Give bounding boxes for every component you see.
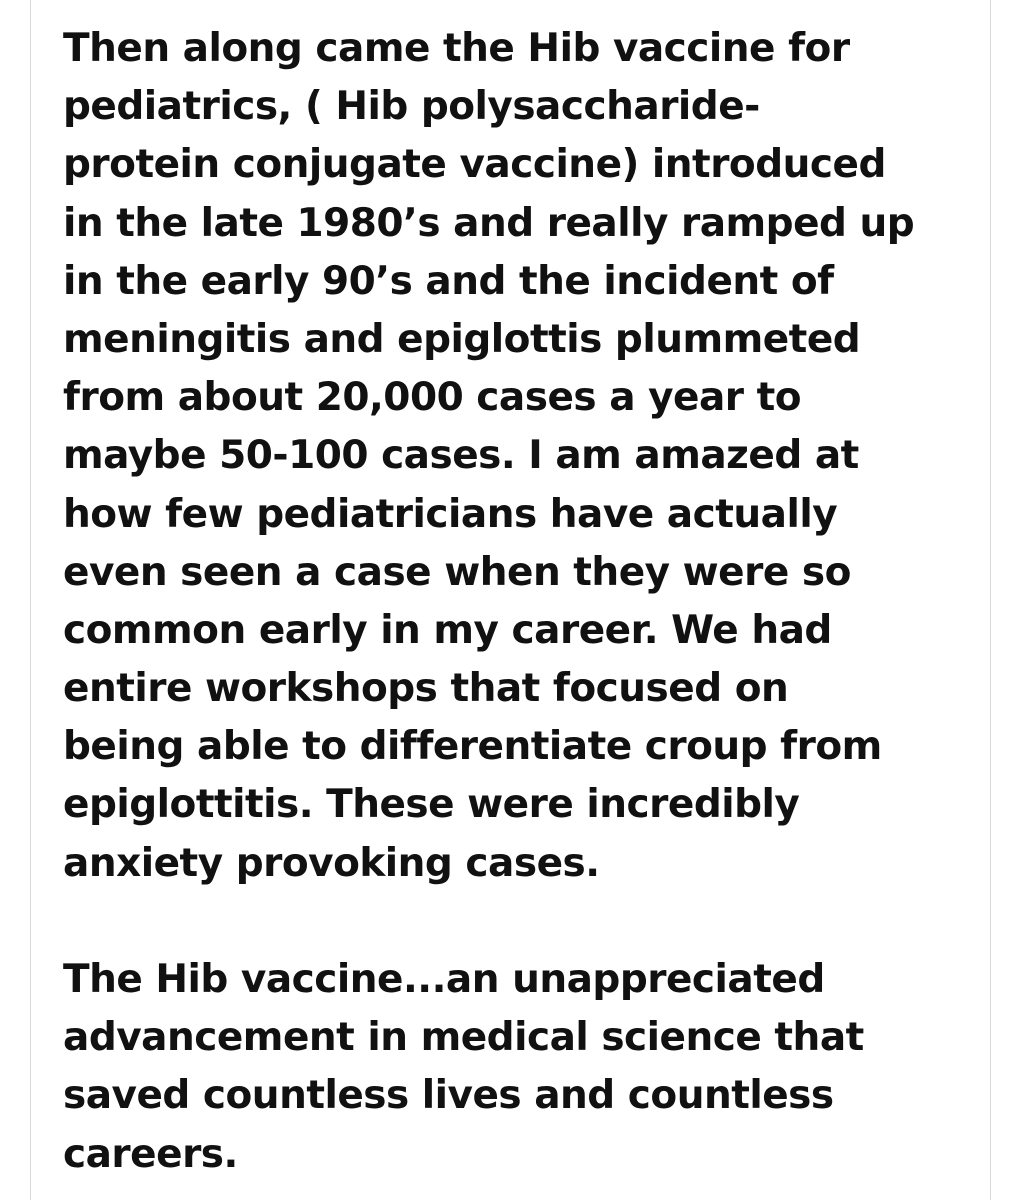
text-line: even seen a case when they were so — [63, 549, 851, 595]
text-line: from about 20,000 cases a year to — [63, 375, 802, 421]
text-line: anxiety provoking cases. — [63, 840, 600, 886]
text-line: common early in my career. We had — [63, 607, 832, 653]
text-line: entire workshops that focused on — [63, 666, 789, 712]
post-body[interactable] — [63, 20, 983, 1184]
text-line: protein conjugate vaccine) introduced — [63, 142, 886, 188]
right-border — [990, 0, 991, 1200]
text-line: meningitis and epiglottis plummeted — [63, 316, 861, 362]
text-line: The Hib vaccine...an unappreciated — [63, 957, 825, 1002]
text-line: being able to differentiate croup from — [63, 724, 882, 770]
text-line: saved countless lives and countless — [63, 1073, 834, 1119]
text-line: how few pediatricians have actually — [63, 491, 838, 537]
text-line: advancement in medical science that — [63, 1015, 864, 1061]
paragraph-2 — [63, 951, 983, 1184]
text-line: careers. — [63, 1131, 238, 1177]
text-line: epiglottitis. These were incredibly — [63, 782, 800, 828]
paragraph-1 — [63, 20, 983, 893]
paragraph-gap — [63, 893, 983, 951]
text-line: maybe 50-100 cases. I am amazed at — [63, 433, 859, 479]
text-line: Then along came the Hib vaccine for — [63, 26, 850, 71]
text-line: in the late 1980’s and really ramped up — [63, 200, 915, 246]
text-line: pediatrics, ( Hib polysaccharide- — [63, 84, 760, 130]
text-line: in the early 90’s and the incident of — [63, 258, 834, 304]
left-border — [30, 0, 31, 1200]
